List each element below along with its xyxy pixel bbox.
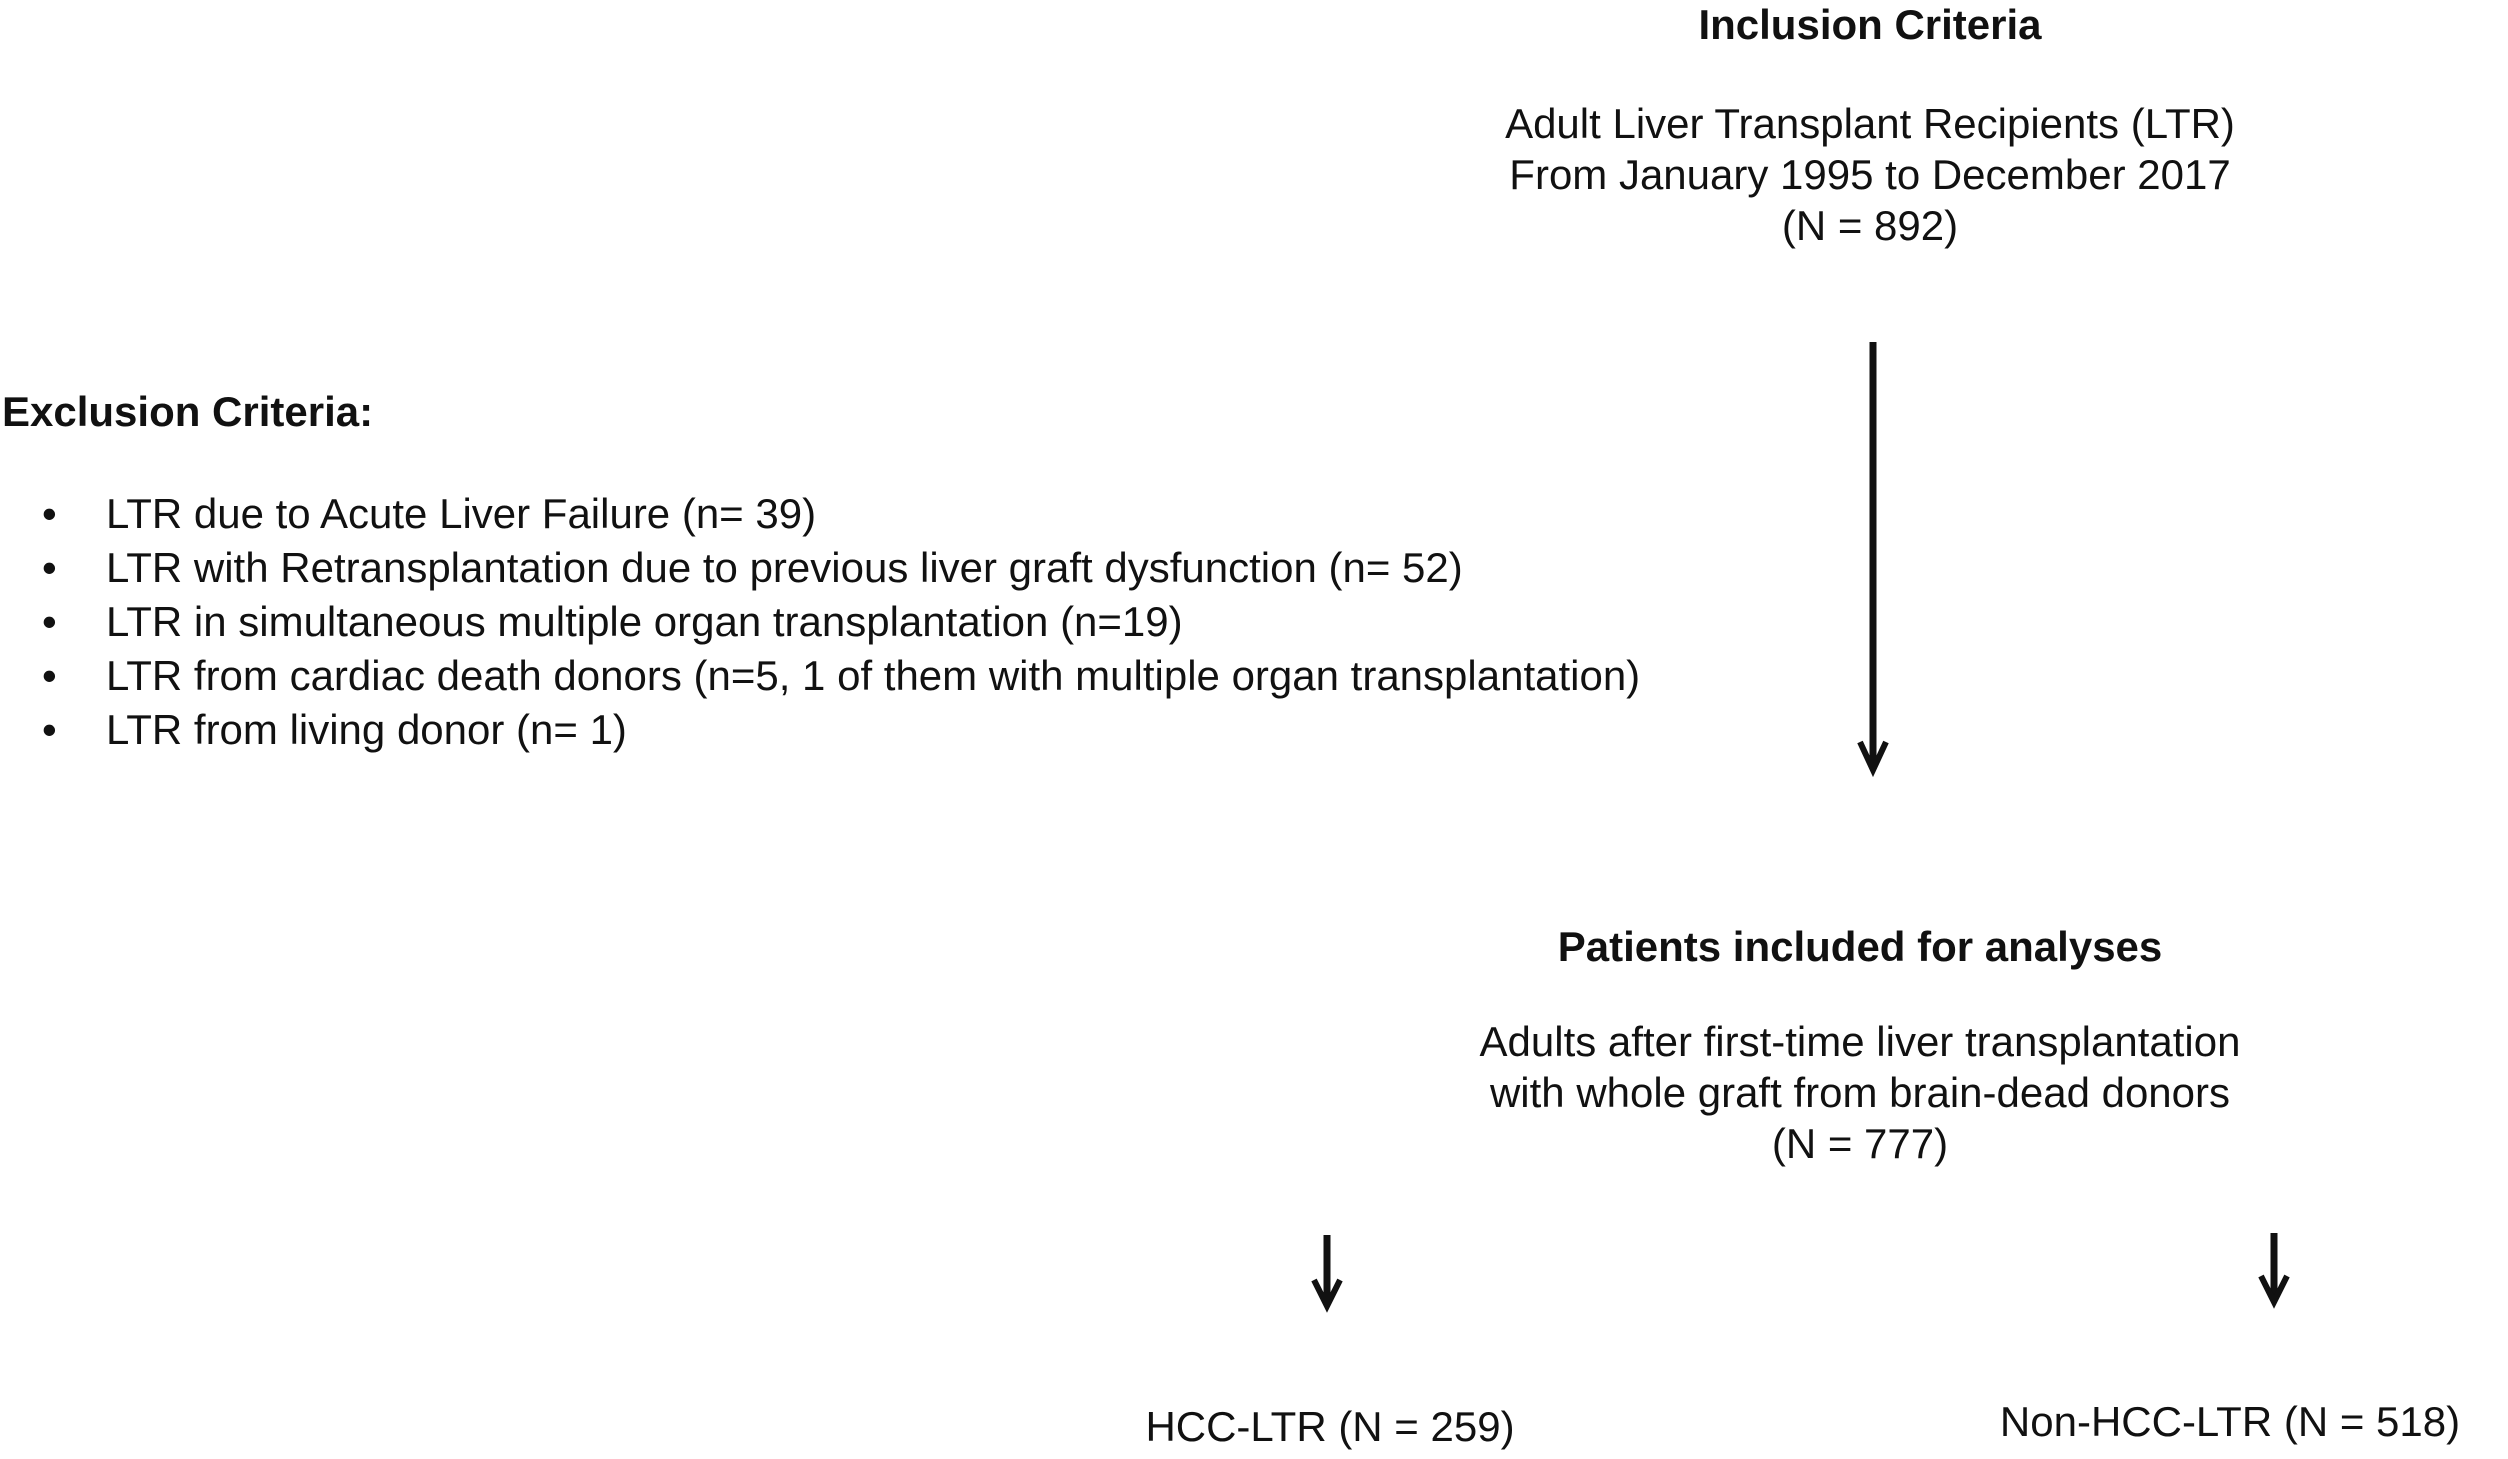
exclusion-item-text: LTR from cardiac death donors (n=5, 1 of them with multiple organ transplantation) <box>106 652 1641 699</box>
exclusion-item <box>2 595 1640 649</box>
inclusion-title: Inclusion Criteria <box>1698 1 2042 48</box>
exclusion-item-text: LTR in simultaneous multiple organ transplantation (n=19) <box>106 598 1183 645</box>
inclusion-line-2: From January 1995 to December 2017 <box>1509 151 2231 198</box>
exclusion-title: Exclusion Criteria: <box>2 388 374 435</box>
bullet-icon: • <box>42 490 57 537</box>
exclusion-item <box>2 541 1640 595</box>
exclusion-criteria-block <box>2 387 1640 757</box>
exclusion-item <box>2 649 1640 703</box>
hcc-down-arrow <box>1314 1235 1340 1306</box>
main-down-arrow <box>1860 342 1886 770</box>
exclusion-item-text: LTR with Retransplantation due to previous liver graft dysfunction (n= 52) <box>106 544 1463 591</box>
inclusion-criteria-block <box>1410 0 2330 251</box>
exclusion-list <box>2 487 1640 757</box>
included-line-1: Adults after first-time liver transplantation <box>1479 1018 2241 1065</box>
non-hcc-down-arrow <box>2261 1233 2287 1302</box>
inclusion-line-1: Adult Liver Transplant Recipients (LTR) <box>1505 100 2235 147</box>
bullet-icon: • <box>42 598 57 645</box>
exclusion-item <box>2 703 1640 757</box>
exclusion-item <box>2 487 1640 541</box>
bullet-icon: • <box>42 706 57 753</box>
exclusion-item-text: LTR due to Acute Liver Failure (n= 39) <box>106 490 817 537</box>
bullet-icon: • <box>42 544 57 591</box>
exclusion-item-text: LTR from living donor (n= 1) <box>106 706 627 753</box>
bullet-icon: • <box>42 652 57 699</box>
inclusion-line-3: (N = 892) <box>1781 202 1959 249</box>
included-line-2: with whole graft from brain-dead donors <box>1489 1069 2231 1116</box>
non-hcc-ltr-group: Non-HCC-LTR (N = 518) <box>1999 1398 2461 1445</box>
hcc-ltr-group: HCC-LTR (N = 259) <box>1145 1403 1515 1450</box>
included-line-3: (N = 777) <box>1771 1120 1949 1167</box>
included-patients-block <box>1410 922 2310 1169</box>
included-title: Patients included for analyses <box>1557 923 2163 970</box>
